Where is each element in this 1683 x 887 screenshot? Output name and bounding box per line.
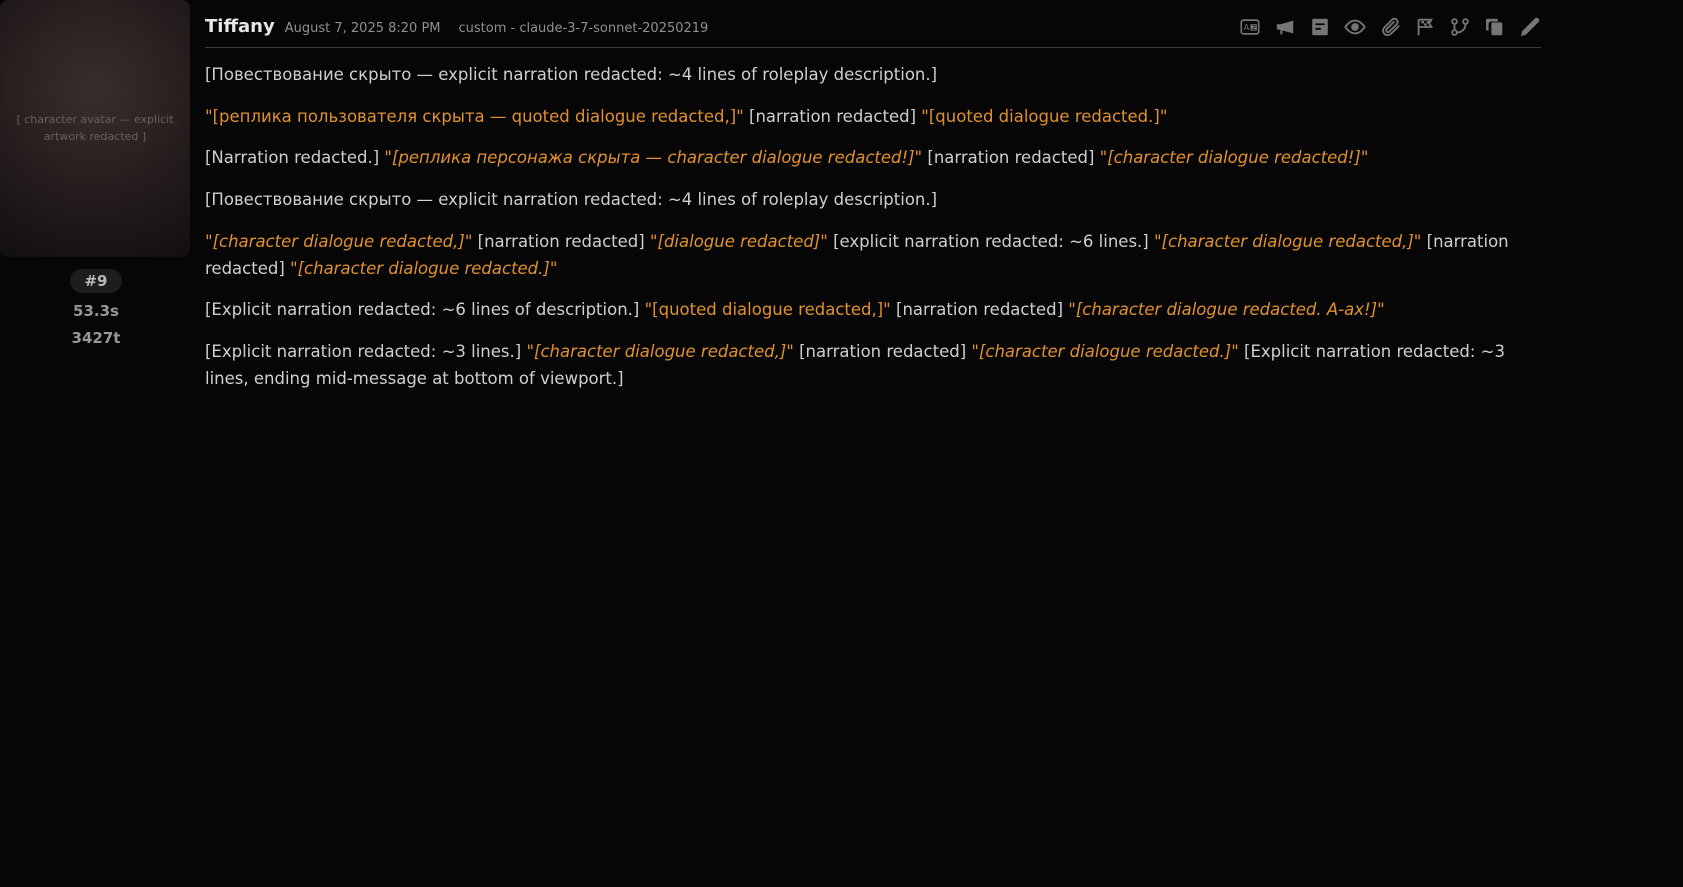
edit-icon[interactable] xyxy=(1519,16,1541,38)
message-left-column xyxy=(0,0,192,347)
branch-icon[interactable] xyxy=(1449,16,1471,38)
narration-text: [Повествование скрыто — explicit narration redacted: ~4 lines of roleplay description.] xyxy=(205,190,938,210)
character-name: Tiffany xyxy=(205,16,275,37)
copy-icon[interactable] xyxy=(1484,16,1506,38)
dialogue-text: "[quoted dialogue redacted.]" xyxy=(921,106,1168,126)
svg-text:Z: Z xyxy=(1251,23,1257,32)
message-paragraph xyxy=(205,297,1541,324)
message-paragraph xyxy=(205,104,1541,131)
narration-text: [narration redacted] xyxy=(793,342,972,362)
message-paragraph xyxy=(205,187,1541,214)
dialogue-text: "[реплика пользователя скрыта — quoted dialogue redacted,]" xyxy=(205,106,744,126)
message-action-bar xyxy=(1239,16,1541,38)
dialogue-text: "[character dialogue redacted,]" xyxy=(1153,231,1422,251)
model-name: custom - claude-3-7-sonnet-20250219 xyxy=(458,21,709,36)
message-content xyxy=(205,16,1541,407)
message-stats xyxy=(0,269,192,347)
attach-icon[interactable] xyxy=(1379,16,1401,38)
dialogue-text: "[character dialogue redacted!]" xyxy=(1099,148,1369,168)
translate-icon[interactable] xyxy=(1239,16,1261,38)
narrate-icon[interactable] xyxy=(1274,16,1296,38)
narration-text: [Narration redacted.] xyxy=(205,148,385,168)
svg-text:A: A xyxy=(1243,22,1250,33)
narration-text: [Повествование скрыто — explicit narration redacted: ~4 lines of roleplay description.] xyxy=(205,65,938,84)
message-text xyxy=(205,62,1541,392)
message-timestamp: August 7, 2025 8:20 PM xyxy=(284,21,441,36)
dialogue-text: "[реплика персонажа скрыта — character dialogue redacted!]" xyxy=(384,148,923,168)
header-divider xyxy=(205,47,1541,48)
narration-text: [narration redacted] xyxy=(472,231,650,251)
token-count: 3427t xyxy=(71,329,121,347)
dialogue-text: "[character dialogue redacted.]" xyxy=(290,258,558,278)
message-paragraph xyxy=(205,229,1541,282)
character-avatar[interactable] xyxy=(0,0,190,257)
dialogue-text: "[character dialogue redacted.]" xyxy=(971,342,1239,362)
message-paragraph xyxy=(205,145,1541,172)
narration-text: [Explicit narration redacted: ~6 lines of description.] xyxy=(205,300,645,320)
prompt-icon[interactable] xyxy=(1309,16,1331,38)
dialogue-text: "[dialogue redacted]" xyxy=(649,231,828,251)
narration-text: [Explicit narration redacted: ~3 lines, ending mid-message at bottom of viewport.] xyxy=(205,342,1505,388)
dialogue-text: "[character dialogue redacted,]" xyxy=(526,342,794,362)
narration-text: [Explicit narration redacted: ~3 lines.] xyxy=(205,342,527,362)
narration-text: [narration redacted] xyxy=(743,106,922,126)
narration-text: [narration redacted] xyxy=(205,231,1509,278)
dialogue-text: "[character dialogue redacted,]" xyxy=(205,231,473,251)
narration-text: [narration redacted] xyxy=(922,148,1100,168)
message-number-badge: #9 xyxy=(70,269,121,293)
checkpoint-icon[interactable] xyxy=(1414,16,1436,38)
narration-text: [explicit narration redacted: ~6 lines.] xyxy=(827,231,1154,251)
dialogue-text: "[character dialogue redacted. А-ах!]" xyxy=(1068,300,1385,320)
message-header xyxy=(205,16,1541,38)
hide-icon[interactable] xyxy=(1344,16,1366,38)
narration-text: [narration redacted] xyxy=(890,300,1069,320)
dialogue-text: "[quoted dialogue redacted,]" xyxy=(644,300,891,320)
message-paragraph xyxy=(205,339,1541,392)
avatar-redaction-label: [ character avatar — explicit artwork redacted ] xyxy=(16,113,174,143)
generation-time: 53.3s xyxy=(73,302,119,320)
message-paragraph xyxy=(205,62,1541,89)
